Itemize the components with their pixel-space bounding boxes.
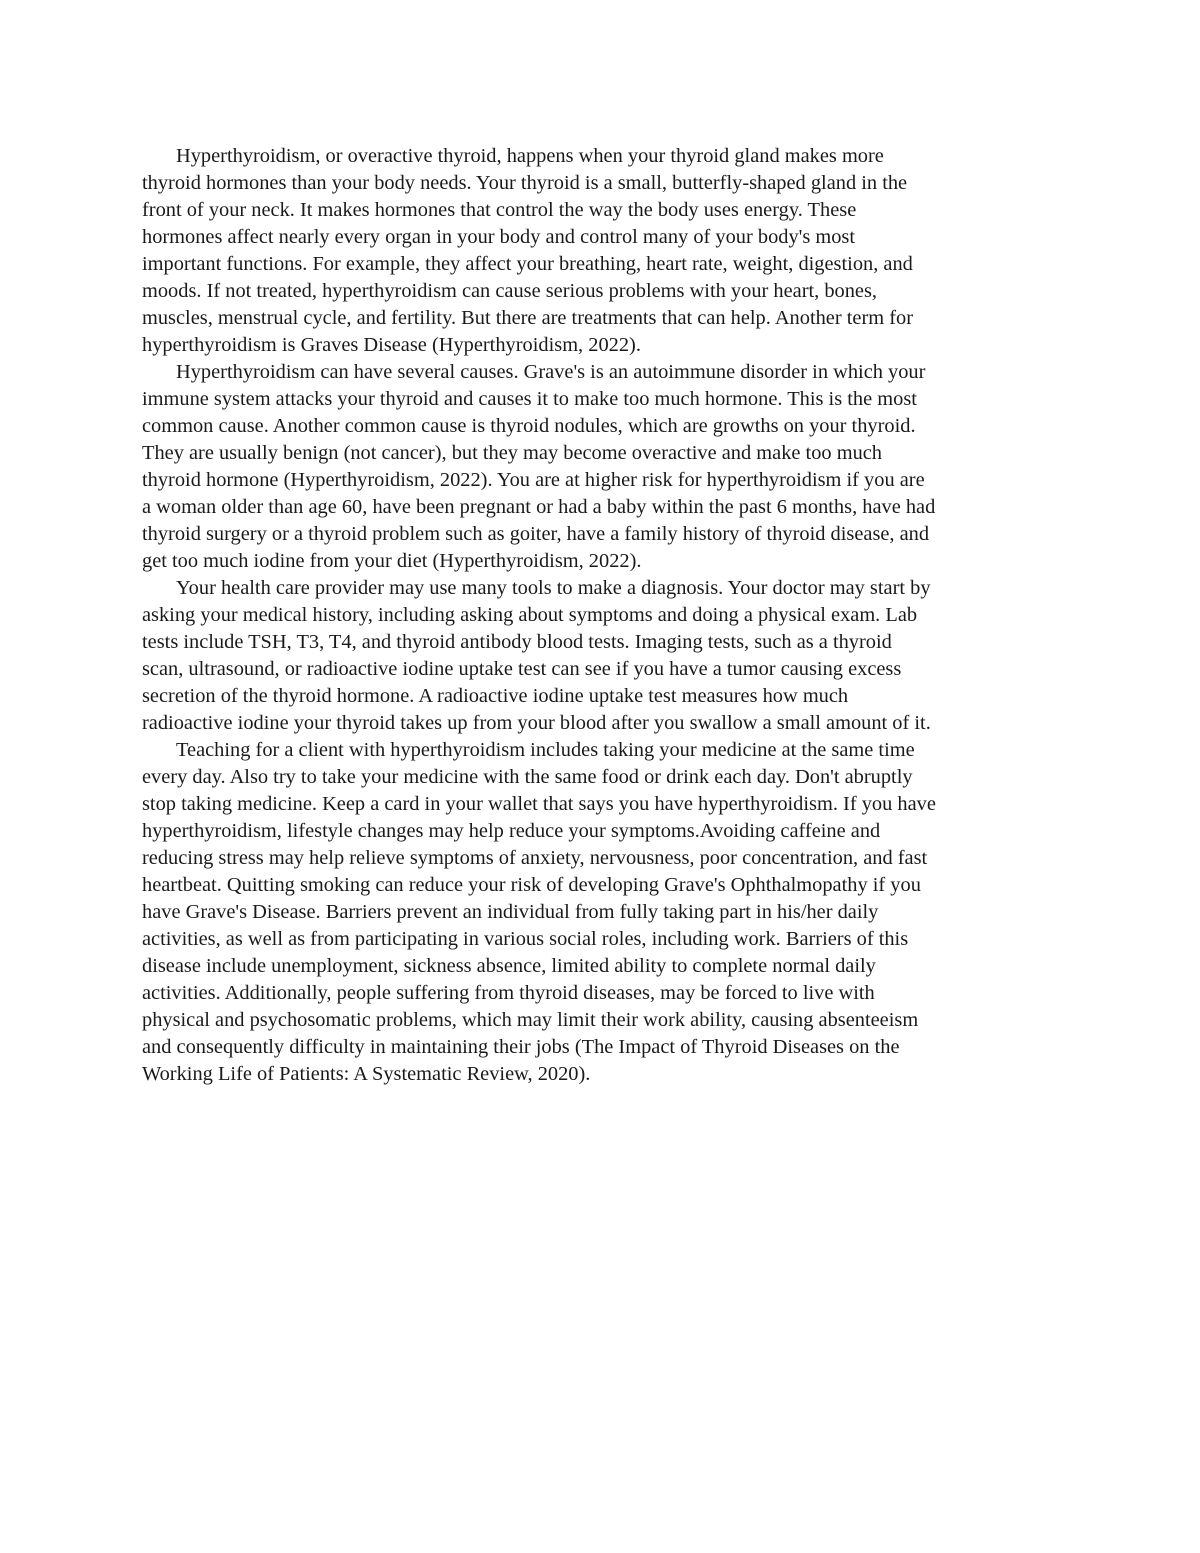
text-line: thyroid hormones than your body needs. Your thyroid is a small, butterfly-shaped gland in the bbox=[142, 172, 908, 194]
text-line: get too much iodine from your diet (Hyperthyroidism, 2022). bbox=[142, 550, 642, 572]
text-line: common cause. Another common cause is thyroid nodules, which are growths on your thyroid. bbox=[142, 415, 916, 437]
text-line: important functions. For example, they affect your breathing, heart rate, weight, digestion, and bbox=[142, 253, 913, 275]
paragraph-diagnosis bbox=[142, 575, 1072, 737]
text-line: thyroid hormone (Hyperthyroidism, 2022). You are at higher risk for hyperthyroidism if you are bbox=[142, 469, 925, 491]
text-line: thyroid surgery or a thyroid problem such as goiter, have a family history of thyroid disease, and bbox=[142, 523, 930, 545]
text-line: immune system attacks your thyroid and causes it to make too much hormone. This is the most bbox=[142, 388, 917, 410]
text-line: hyperthyroidism, lifestyle changes may help reduce your symptoms.Avoiding caffeine and bbox=[142, 820, 881, 842]
text-line: Hyperthyroidism, or overactive thyroid, happens when your thyroid gland makes more bbox=[176, 145, 884, 167]
text-line: activities. Additionally, people suffering from thyroid diseases, may be forced to live with bbox=[142, 982, 875, 1004]
text-line: Hyperthyroidism can have several causes. Grave's is an autoimmune disorder in which your bbox=[176, 361, 926, 383]
text-line: hyperthyroidism is Graves Disease (Hyperthyroidism, 2022). bbox=[142, 334, 641, 356]
document-body bbox=[142, 143, 1072, 1088]
text-line: activities, as well as from participating in various social roles, including work. Barriers of this bbox=[142, 928, 909, 950]
text-line: asking your medical history, including asking about symptoms and doing a physical exam. Lab bbox=[142, 604, 918, 626]
text-line: Your health care provider may use many tools to make a diagnosis. Your doctor may start by bbox=[176, 577, 931, 599]
text-line: reducing stress may help relieve symptoms of anxiety, nervousness, poor concentration, and fast bbox=[142, 847, 928, 869]
text-line: have Grave's Disease. Barriers prevent an individual from fully taking part in his/her daily bbox=[142, 901, 879, 923]
text-line: hormones affect nearly every organ in your body and control many of your body's most bbox=[142, 226, 856, 248]
text-line: Teaching for a client with hyperthyroidism includes taking your medicine at the same time bbox=[176, 739, 915, 761]
paragraph-definition bbox=[142, 143, 1072, 359]
text-line: moods. If not treated, hyperthyroidism can cause serious problems with your heart, bones, bbox=[142, 280, 878, 302]
text-line: every day. Also try to take your medicine with the same food or drink each day. Don't abruptly bbox=[142, 766, 913, 788]
text-line: disease include unemployment, sickness absence, limited ability to complete normal daily bbox=[142, 955, 876, 977]
text-line: They are usually benign (not cancer), but they may become overactive and make too much bbox=[142, 442, 883, 464]
text-line: secretion of the thyroid hormone. A radioactive iodine uptake test measures how much bbox=[142, 685, 849, 707]
text-line: Working Life of Patients: A Systematic Review, 2020). bbox=[142, 1063, 591, 1085]
text-line: a woman older than age 60, have been pregnant or had a baby within the past 6 months, have had bbox=[142, 496, 936, 518]
paragraph-causes bbox=[142, 359, 1072, 575]
text-line: tests include TSH, T3, T4, and thyroid antibody blood tests. Imaging tests, such as a thyroid bbox=[142, 631, 892, 653]
text-line: and consequently difficulty in maintaining their jobs (The Impact of Thyroid Diseases on the bbox=[142, 1036, 900, 1058]
text-line: radioactive iodine your thyroid takes up from your blood after you swallow a small amount of it. bbox=[142, 712, 931, 734]
text-line: front of your neck. It makes hormones that control the way the body uses energy. These bbox=[142, 199, 857, 221]
text-line: heartbeat. Quitting smoking can reduce your risk of developing Grave's Ophthalmopathy if you bbox=[142, 874, 921, 896]
paragraph-teaching bbox=[142, 737, 1072, 1088]
text-line: scan, ultrasound, or radioactive iodine uptake test can see if you have a tumor causing excess bbox=[142, 658, 902, 680]
text-line: stop taking medicine. Keep a card in your wallet that says you have hyperthyroidism. If you have bbox=[142, 793, 936, 815]
text-line: physical and psychosomatic problems, which may limit their work ability, causing absenteeism bbox=[142, 1009, 919, 1031]
text-line: muscles, menstrual cycle, and fertility. But there are treatments that can help. Another term for bbox=[142, 307, 913, 329]
